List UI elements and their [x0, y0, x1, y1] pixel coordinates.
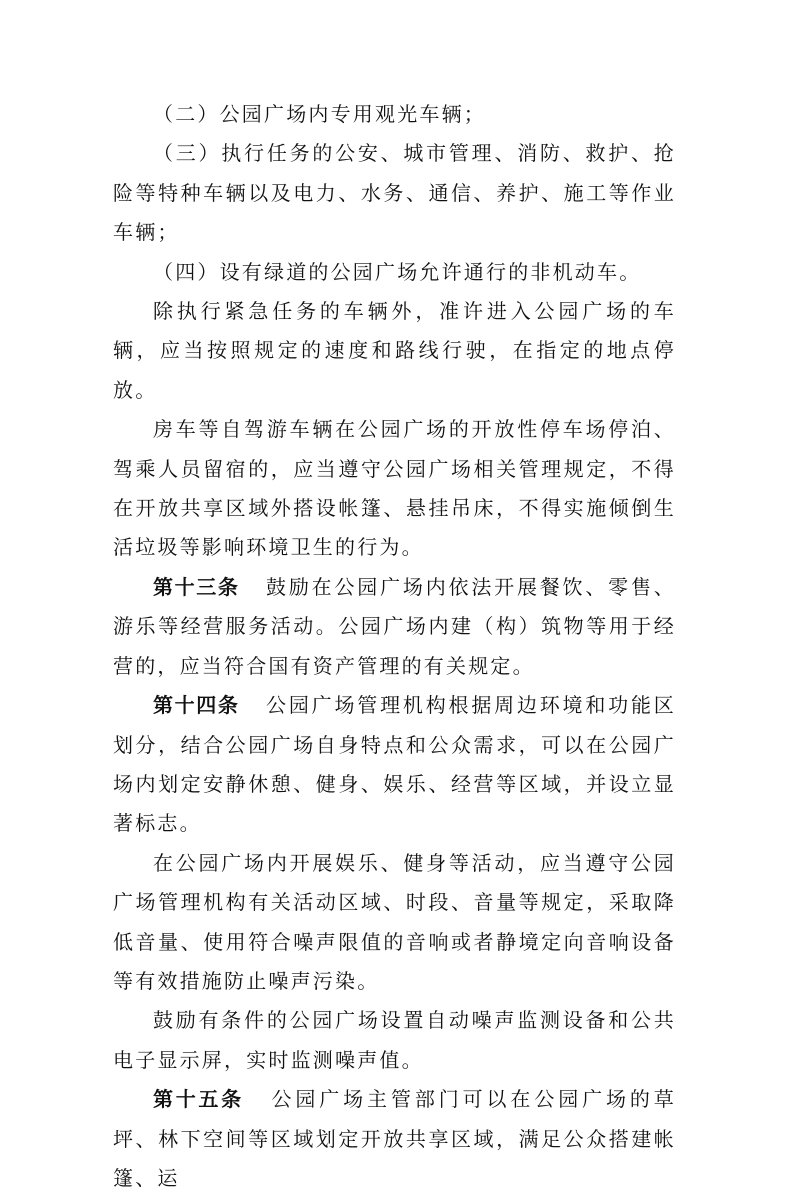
paragraph-text: （二）公园广场内专用观光车辆；	[153, 102, 486, 126]
paragraph-text: （四）设有绿道的公园广场允许通行的非机动车。	[153, 259, 642, 284]
paragraph	[113, 253, 676, 292]
article-paragraph	[113, 686, 676, 844]
paragraph-text: 在公园广场内开展娱乐、健身等活动，应当遵守公园广场管理机构有关活动区域、时段、音量等规定，采取降低音量、使用符合噪声限值的音响或者静境定向音响设备等有效措施防止噪声污染。	[113, 850, 676, 993]
paragraph-text: （三）执行任务的公安、城市管理、消防、救护、抢险等特种车辆以及电力、水务、通信、养护、施工等作业车辆；	[113, 141, 676, 245]
paragraph	[113, 410, 676, 568]
paragraph	[113, 292, 676, 410]
paragraph	[113, 844, 676, 1002]
article-number: 第十五条	[153, 1087, 244, 1112]
paragraph-text: 鼓励在公园广场内依法开展餐饮、零售、游乐等经营服务活动。公园广场内建（构）筑物等用于经营的，应当符合国有资产管理的有关规定。	[113, 574, 676, 678]
paragraph-text: 鼓励有条件的公园广场设置自动噪声监测设备和公共电子显示屏，实时监测噪声值。	[113, 1008, 676, 1072]
article-paragraph	[113, 568, 676, 686]
paragraph	[113, 134, 676, 252]
paragraph-text: 除执行紧急任务的车辆外，准许进入公园广场的车辆，应当按照规定的速度和路线行驶，在指定的地点停放。	[113, 299, 676, 402]
document-body	[113, 95, 676, 1198]
article-number: 第十四条	[153, 693, 240, 718]
paragraph-text: 公园广场主管部门可以在公园广场的草坪、林下空间等区域划定开放共享区域，满足公众搭建帐篷、运	[113, 1087, 676, 1190]
paragraph	[113, 1001, 676, 1080]
paragraph-text: 房车等自驾游车辆在公园广场的开放性停车场停泊、驾乘人员留宿的，应当遵守公园广场相关管理规定，不得在开放共享区域外搭设帐篷、悬挂吊床，不得实施倾倒生活垃圾等影响环境卫生的行为。	[113, 417, 676, 560]
paragraph-text: 公园广场管理机构根据周边环境和功能区划分，结合公园广场自身特点和公众需求，可以在公园广场内划定安静休憩、健身、娱乐、经营等区域，并设立显著标志。	[113, 693, 676, 836]
article-number: 第十三条	[153, 574, 240, 599]
paragraph	[113, 95, 676, 134]
article-paragraph	[113, 1080, 676, 1198]
